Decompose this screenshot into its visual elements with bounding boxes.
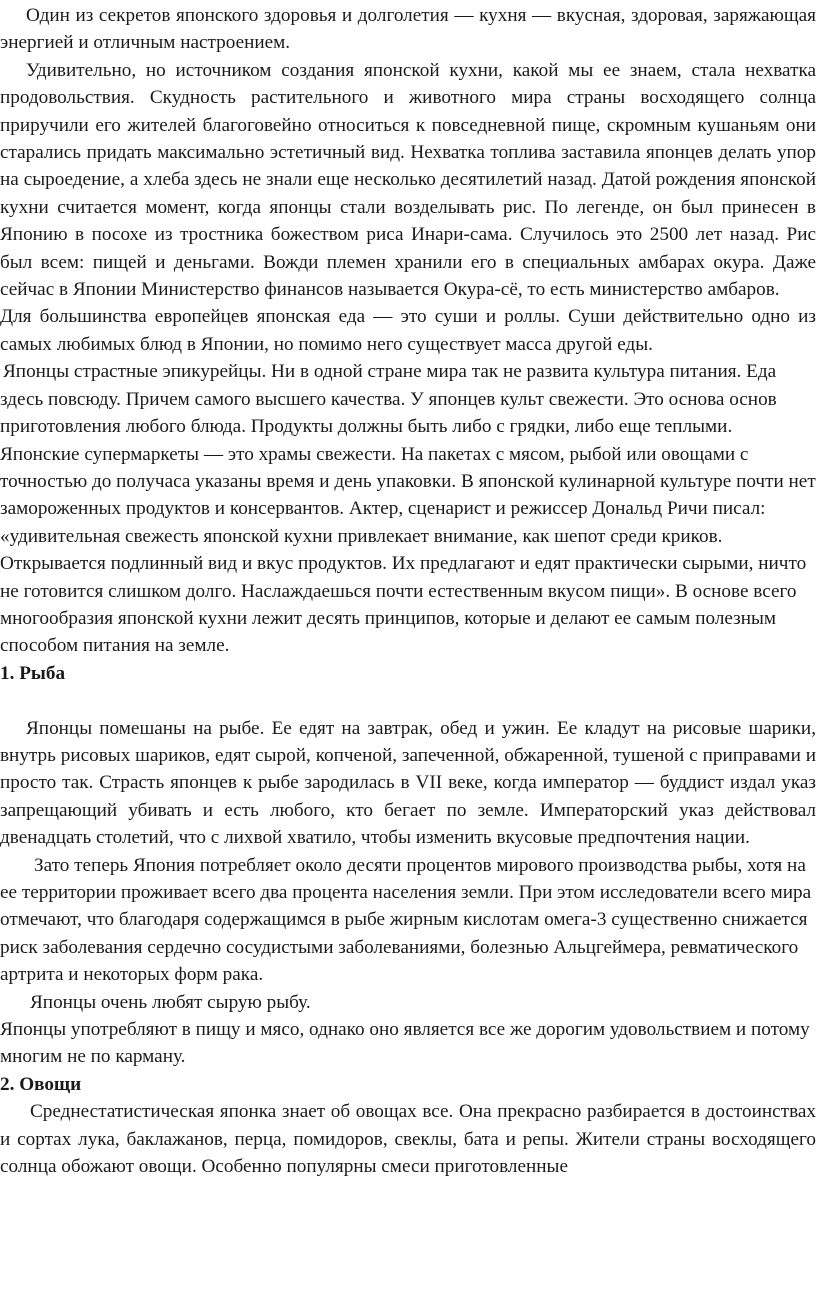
blank-line (0, 687, 816, 714)
fish-paragraph-2: Зато теперь Япония потребляет около десяти процентов мирового производства рыбы, хотя на ее территории проживает всего два процента населения земли. При этом исследователи всего мира отмечают, что благодаря содержащимся в рыбе жирным кислотам омега-3 существенно снижается риск заболевания сердечно сосудистыми заболеваниями, болезнью Альцгеймера, ревматического артрита и некоторых форм рака. (0, 854, 812, 986)
vegetables-paragraph-1: Среднестатистическая японка знает об овощах все. Она прекрасно разбирается в достоинствах и сортах лука, баклажанов, перца, помидоров, свеклы, бата и репы. Жители страны восходящего солнца обожают овощи. Особенно популярны смеси приготовленные (0, 1101, 816, 1178)
fish-paragraph-3: Японцы очень любят сырую рыбу. (30, 991, 311, 1013)
section-heading-fish: 1. Рыба (0, 662, 66, 684)
intro-paragraph: Один из секретов японского здоровья и долголетия — кухня — вкусная, здоровая, заряжающая энергией и отличным настроением. (0, 5, 816, 54)
history-paragraph: Удивительно, но источником создания японской кухни, какой мы ее знаем, стала нехватка продовольствия. Скудность растительного и животного мира страны восходящего солнца приручили его жителей благоговейно относиться к повседневной пище, скромным кушаньям они старались придать максимально эстетичный вид. Нехватка топлива заставила японцев делать упор на сыроедение, а хлеба здесь не знали еще несколько десятилетий назад. Датой рождения японской кухни считается момент, когда японцы стали возделывать рис. По легенде, он был принесен в Японию в посохе из тростника божеством риса Инари-сама. Случилось это 2500 лет назад. Рис был всем: пищей и деньгами. Вожди племен хранили его в специальных амбарах окура. Даже сейчас в Японии Министерство финансов называется Окура-сё, то есть министерство амбаров. (0, 59, 816, 301)
section-heading-vegetables: 2. Овощи (0, 1073, 82, 1095)
sushi-paragraph: Для большинства европейцев японская еда — это суши и роллы. Суши действительно одно из самых любимых блюд в Японии, но помимо него существует масса другой еды. (0, 306, 816, 355)
epicurean-paragraph: Японцы страстные эпикурейцы. Ни в одной стране мира так не развита культура питания. Еда здесь повсюду. Причем самого высшего качества. У японцев культ свежести. Это основа основ приготовления любого блюда. Продукты должны быть либо с грядки, либо еще теплыми. Японские супермаркеты — это храмы свежести. На пакетах с мясом, рыбой или овощами с точностью до получаса указаны время и день упаковки. В японской кулинарной культуре почти нет замороженных продуктов и консервантов. Актер, сценарист и режиссер Дональд Ричи писал: «удивительная свежесть японской кухни привлекает внимание, как шепот среди криков. Открывается подлинный вид и вкус продуктов. Их предлагают и едят практически сырыми, ничто не готовится слишком долго. Наслаждаешься почти естественным вкусом пищи». В основе всего многообразия японской кухни лежит десять принципов, которые и делают ее самым полезным способом питания на земле. (0, 361, 816, 657)
fish-paragraph-1: Японцы помешаны на рыбе. Ее едят на завтрак, обед и ужин. Ее кладут на рисовые шарики, внутрь рисовых шариков, едят сырой, копченой, запеченной, обжаренной, тушеной с приправами и просто так. Страсть японцев к рыбе зародилась в VII веке, когда император — буддист издал указ запрещающий убивать и есть любого, кто бегает по земле. Императорский указ действовал двенадцать столетий, что с лихвой хватило, чтобы изменить вкусовые предпочтения нации. (0, 717, 816, 849)
fish-paragraph-4: Японцы употребляют в пищу и мясо, однако оно является все же дорогим удовольствием и потому многим не по карману. (0, 1019, 810, 1068)
